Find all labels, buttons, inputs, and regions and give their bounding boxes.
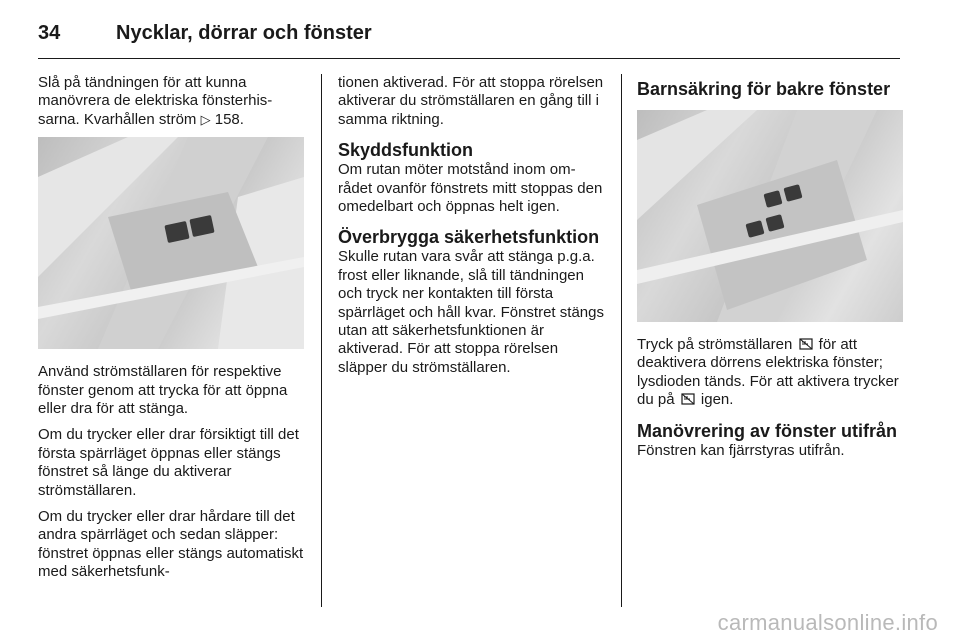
- rear-switch-photo: [637, 110, 903, 322]
- page-reference[interactable]: 158.: [214, 110, 244, 128]
- body-paragraph: tionen aktiverad. För att stoppa rörelsen aktiverar du strömställaren en gång till i samma riktning.: [338, 74, 604, 128]
- child-lock-window-icon: [681, 393, 695, 405]
- column-left: [38, 74, 306, 590]
- arrow-ref-icon: ▷: [200, 111, 211, 127]
- body-paragraph: [637, 336, 903, 410]
- intro-text: Slå på tändningen för att kunna manövrera de elektriska fönsterhissarna. Kvarhållen ström: [38, 74, 273, 128]
- body-paragraph: Fönstren kan fjärrstyras utifrån.: [637, 441, 845, 459]
- column-divider: [321, 74, 322, 607]
- chapter-title: Nycklar, dörrar och fönster: [116, 22, 372, 44]
- door-switch-photo: [38, 137, 304, 349]
- body-paragraph: Om du trycker eller drar hårdare till det andra spärrläget och sedan släpper: fönstret öppnas eller stängs automatiskt med säkerhetsfunk-: [38, 508, 304, 581]
- body-paragraph: Använd strömställaren för respektive fönster genom att trycka för att öppna eller dra för att stänga.: [38, 363, 288, 418]
- child-lock-text: Tryck på strömställaren: [637, 336, 793, 353]
- child-lock-text: för att deaktivera dörrens elektriska fönster; lysdioden tänds. För att aktivera trycker du på: [637, 336, 899, 409]
- section-heading: Överbrygga säkerhetsfunktion: [338, 227, 600, 248]
- child-lock-text: igen.: [700, 391, 734, 409]
- body-paragraph: Om rutan möter motstånd inom området ovanför fönstrets mitt stoppas den omedelbart och öppnas helt igen.: [338, 161, 603, 216]
- page-header: [38, 18, 900, 59]
- column-middle: [338, 74, 604, 385]
- section-heading: Barnsäkring för bakre fönster: [637, 79, 891, 99]
- intro-paragraph: [38, 74, 306, 129]
- column-right: [637, 74, 903, 468]
- page-number: 34: [38, 22, 61, 44]
- child-lock-window-icon: [799, 338, 813, 350]
- watermark: carmanualsonline.info: [717, 610, 938, 635]
- body-paragraph: Skulle rutan vara svår att stänga p.g.a. frost eller liknande, slå till tändningen och tryck ner kontakten till första spärrläget och håll kvar. Fönstret stängs utan att säkerhetsfunktionen är aktiverad. För att stoppa rörelsen släpper du strömställaren.: [338, 248, 604, 376]
- section-heading: Skyddsfunktion: [338, 140, 474, 161]
- column-divider: [621, 74, 622, 607]
- body-paragraph: Om du trycker eller drar försiktigt till det första spärrläget öppnas eller stängs fönstret så länge du aktiverar strömställaren.: [38, 426, 299, 499]
- section-heading: Manövrering av fönster utifrån: [637, 420, 898, 441]
